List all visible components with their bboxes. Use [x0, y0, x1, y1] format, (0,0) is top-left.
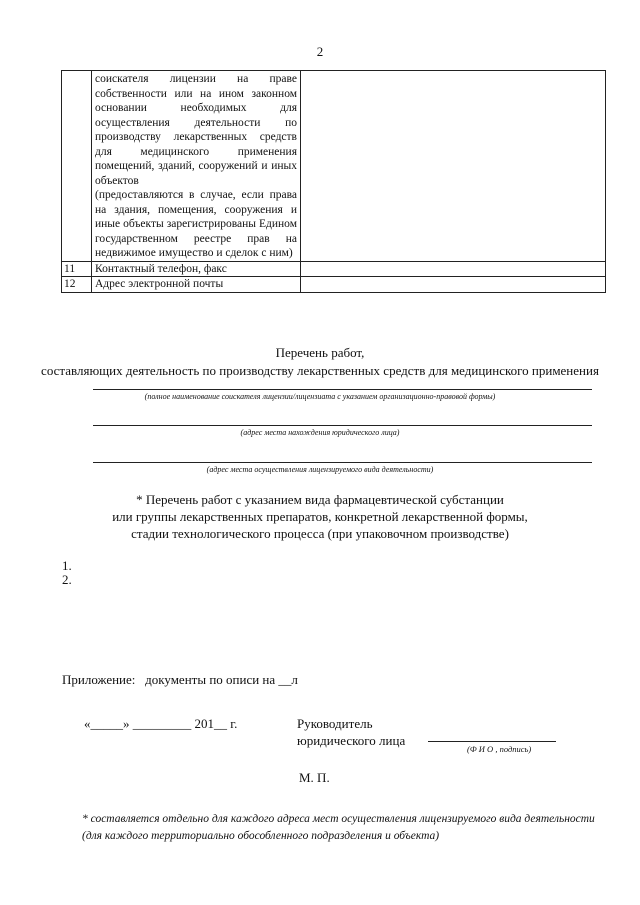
application-table	[61, 70, 606, 293]
list-item: 1.	[62, 558, 72, 573]
activity-address-line[interactable]	[93, 462, 592, 463]
heading-line-2: составляющих деятельность по производству лекарственных средств для медицинского применения	[41, 363, 599, 378]
row-label-cell: Контактный телефон, факс	[92, 261, 301, 277]
premises-text: соискателя лицензии на праве собственности или на ином законном основании необходимых для осуществления деятельности по производству лекарственных средств для медицинского применения помещений, зданий, сооружений и иных объектов	[95, 73, 297, 187]
table-row	[62, 71, 606, 262]
name-line[interactable]	[93, 389, 592, 390]
legal-address-line[interactable]	[93, 425, 592, 426]
star-note-line-1: * Перечень работ с указанием вида фармацевтической субстанции	[136, 492, 504, 507]
table-row	[62, 261, 606, 277]
activity-address-caption: (адрес места осуществления лицензируемого вида деятельности)	[206, 465, 434, 474]
appendix-line: Приложение: документы по описи на __л	[62, 672, 298, 687]
stamp-label: М. П.	[299, 770, 330, 785]
list-item: 2.	[62, 572, 72, 587]
page-number: 2	[316, 44, 324, 59]
footnote-line-1: * составляется отдельно для каждого адреса мест осуществления лицензируемого вида деятельности	[82, 813, 595, 825]
row-label-cell: Адрес электронной почты	[92, 277, 301, 293]
signer-title-line-2: юридического лица	[297, 733, 406, 748]
star-note-line-3: стадии технологического процесса (при упаковочном производстве)	[131, 526, 509, 541]
row-number-cell: 12	[62, 277, 92, 293]
name-caption: (полное наименование соискателя лицензии/лицензиата с указанием организационно-правовой формы)	[144, 392, 496, 401]
premises-note: (предоставляются в случае, если права на здания, помещения, сооружения и иные объекты зарегистрированы Едином государственном реестре прав на недвижимое имущество и сделок с ним)	[95, 189, 297, 259]
signature-caption: (Ф И О , подпись)	[467, 744, 532, 754]
signature-line[interactable]	[428, 741, 556, 742]
row-value-cell[interactable]	[301, 261, 606, 277]
footnote-line-2: (для каждого территориально обособленного подразделения и объекта)	[82, 830, 440, 842]
legal-address-caption: (адрес места нахождения юридического лица)	[240, 428, 400, 437]
date-line: «_____» _________ 201__ г.	[84, 716, 238, 731]
row-value-cell[interactable]	[301, 71, 606, 262]
table-row	[62, 277, 606, 293]
row-number-cell	[62, 71, 92, 262]
row-number-cell: 11	[62, 261, 92, 277]
row-value-cell[interactable]	[301, 277, 606, 293]
heading-line-1: Перечень работ,	[275, 345, 365, 360]
signer-title-line-1: Руководитель	[297, 716, 373, 731]
row-label-cell	[92, 71, 301, 262]
star-note-line-2: или группы лекарственных препаратов, конкретной лекарственной формы,	[112, 509, 528, 524]
